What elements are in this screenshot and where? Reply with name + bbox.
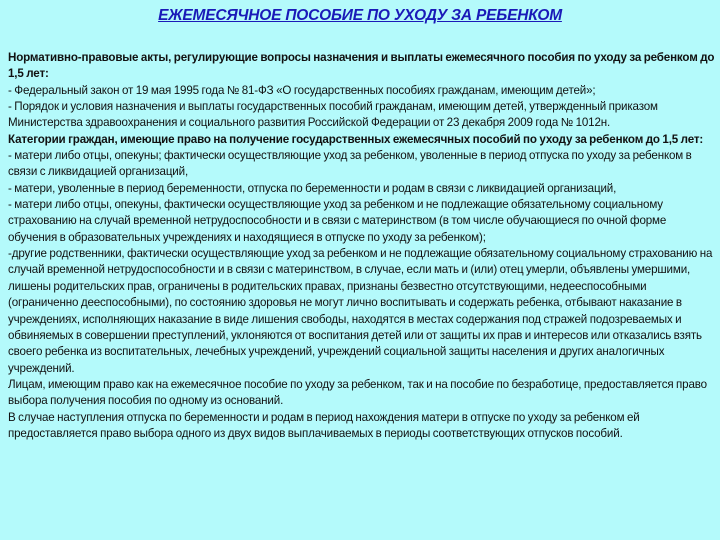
category-item: -другие родственники, фактически осуществляющие уход за ребенком и не подлежащие обязательному социальному страхованию на случай временной нетрудоспособности и в связи с материнством, в случае, если мать и (или) отец умерли, объявлены умершими, лишены родительских прав, ограничены в родительских правах, признаны безвестно отсутствующими, недееспособными (ограниченно дееспособными), по состоянию здоровья не могут лично воспитывать и содержать ребенка, отбывают наказание в учреждениях, исполняющих наказание в виде лишения свободы, находятся в местах содержания под стражей подозреваемых и обвиняемых в совершении преступлений, уклоняются от воспитания детей или от защиты их прав и интересов или отказались взять своего ребенка из воспитательных, лечебных учреждений, учреждений социальной защиты населения и других аналогичных учреждений.: [8, 247, 713, 375]
note-paragraph: Лицам, имеющим право как на ежемесячное пособие по уходу за ребенком, так и на пособие по безработице, предоставляется право выбора получения пособия по одному из оснований.: [8, 377, 707, 408]
note-paragraph: В случае наступления отпуска по беременности и родам в период нахождения матери в отпуске по уходу за ребенком ей предоставляется право выбора одного из двух видов выплачиваемых в периоды соответствующих отпусков пособий.: [8, 410, 640, 440]
category-item: - матери либо отцы, опекуны, фактически осуществляющие уход за ребенком и не подлежащие обязательному социальному страхованию на случай временной нетрудоспособности и в связи с материнством (в том числе обучающиеся по очной форме обучения в образовательных учреждениях и находящиеся в отпуске по уходу за ребенком);: [8, 198, 667, 244]
legal-act-item: - Порядок и условия назначения и выплаты государственных пособий гражданам, имеющим детей, утвержденный приказом Министерства здравоохранения и социального развития Российской Федерации от 23 декабря 2009 года № 1012н.: [8, 100, 658, 130]
legal-acts-heading: Нормативно-правовые акты, регулирующие вопросы назначения и выплаты ежемесячного пособия по уходу за ребенком до 1,5 лет:: [8, 51, 715, 81]
page-title: ЕЖЕМЕСЯЧНОЕ ПОСОБИЕ ПО УХОДУ ЗА РЕБЕНКОМ: [158, 7, 562, 24]
category-item: - матери либо отцы, опекуны; фактически осуществляющие уход за ребенком, уволенные в период отпуска по уходу за ребенком в связи с ликвидацией организаций,: [8, 149, 692, 179]
category-item: - матери, уволенные в период беременности, отпуска по беременности и родам в связи с ликвидацией организаций,: [8, 181, 617, 195]
document-body: [8, 50, 716, 442]
legal-act-item: - Федеральный закон от 19 мая 1995 года № 81-ФЗ «О государственных пособиях гражданам, имеющим детей»;: [8, 83, 596, 97]
categories-heading: Категории граждан, имеющие право на получение государственных ежемесячных пособий по уходу за ребенком до 1,5 лет:: [8, 132, 704, 146]
